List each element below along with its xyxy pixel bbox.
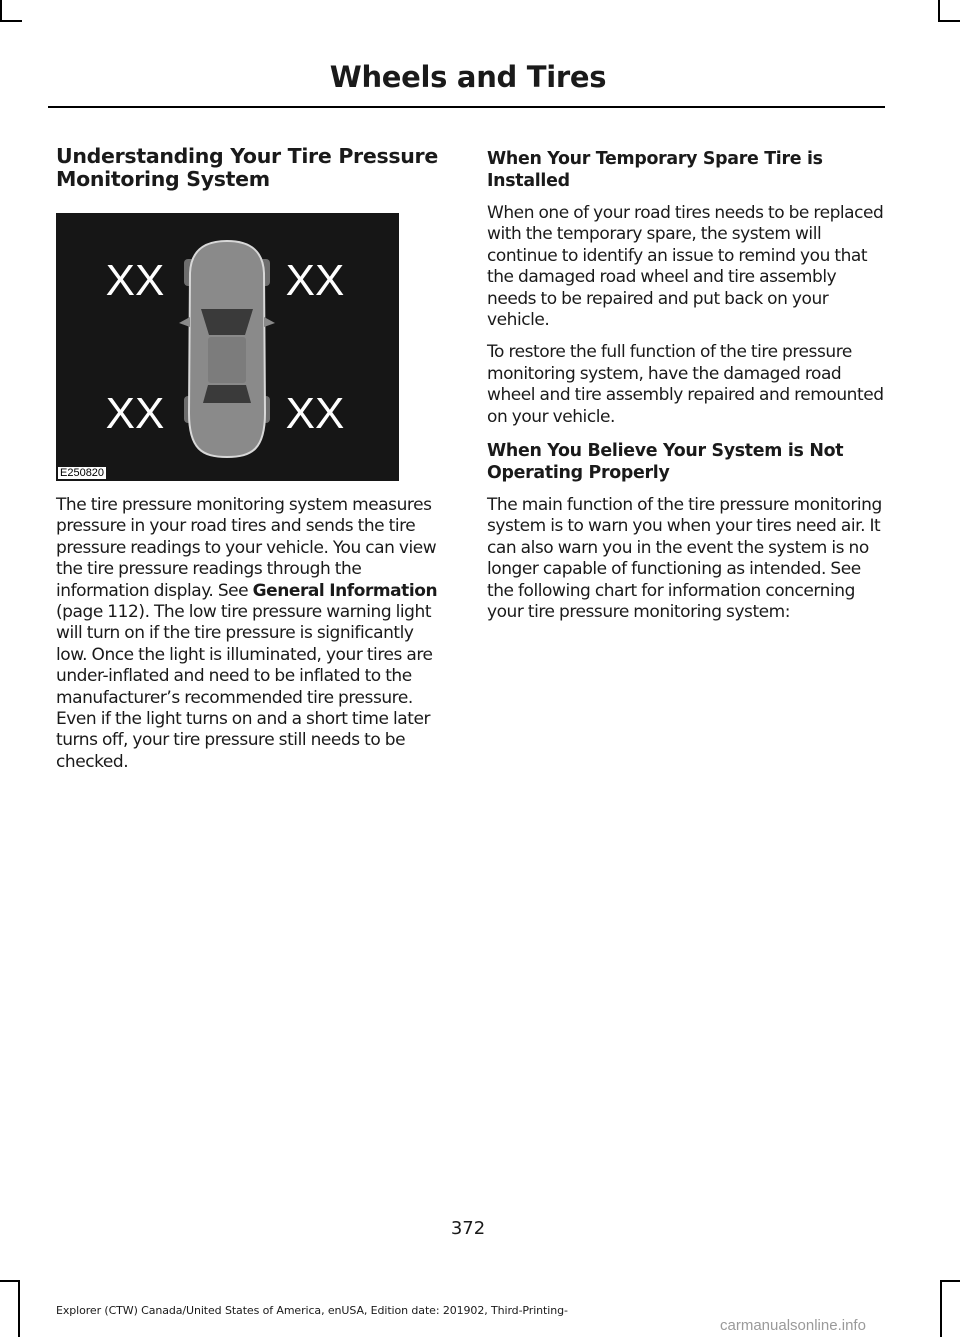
- page-title: Wheels and Tires: [329, 60, 607, 94]
- body-text: The tire pressure monitoring system measures pressure in your road tires and sends the tire pressure readings to your vehicle. You can view the tire pressure readings through the information display. See: [56, 495, 437, 601]
- section-heading: Understanding Your Tire Pressure Monitoring System: [56, 144, 438, 191]
- crop-mark: [0, 20, 22, 22]
- tire-pressure-rear-right: XX: [285, 389, 345, 438]
- crop-mark: [940, 1280, 942, 1337]
- vehicle-topdown-illustration: [56, 213, 399, 481]
- paragraph-restore-function: To restore the full function of the tire pressure monitoring system, have the damaged road wheel and tire assembly repaired and remounted on your vehicle.: [487, 342, 884, 427]
- tire-pressure-front-right: XX: [285, 256, 345, 305]
- figure-code: E250820: [60, 467, 105, 479]
- left-column: [56, 145, 448, 773]
- crop-mark: [938, 20, 960, 22]
- title-rule: [48, 106, 885, 108]
- body-text: (page 112). The low tire pressure warning light will turn on if the tire pressure is significantly low. Once the light is illuminated, your tires are under-inflated and need to be inflated to the manufacturer’s recommended tire pressure. Even if the light turns on and a short time later turns off, your tire pressure still needs to be checked.: [56, 602, 433, 772]
- cross-reference-link[interactable]: General Information: [252, 580, 438, 601]
- crop-mark: [0, 0, 2, 22]
- right-column: [487, 148, 885, 624]
- windshield: [201, 309, 253, 335]
- paragraph-main-function: The main function of the tire pressure monitoring system is to warn you when your tires need air. It can also warn you in the event the system is no longer capable of functioning as intended. See the following chart for information concerning your tire pressure monitoring system:: [487, 495, 882, 623]
- paragraph-spare-tire: When one of your road tires needs to be replaced with the temporary spare, the system will continue to identify an issue to remind you that the damaged road wheel and tire assembly needs to be repaired and put back on your vehicle.: [487, 203, 884, 331]
- mirror-left: [179, 317, 190, 327]
- crop-mark: [18, 1280, 20, 1337]
- site-watermark: carmanualsonline.info: [720, 1317, 866, 1334]
- edition-footer: Explorer (CTW) Canada/United States of America, enUSA, Edition date: 201902, Third-Printing-: [56, 1304, 568, 1317]
- mirror-right: [264, 317, 275, 327]
- rear-window: [203, 385, 251, 403]
- subheading-not-operating: When You Believe Your System is Not Operating Properly: [487, 441, 844, 484]
- subheading-spare-tire: When Your Temporary Spare Tire is Installed: [487, 149, 823, 191]
- tire-pressure-front-left: XX: [105, 256, 165, 305]
- crop-mark: [940, 1280, 960, 1282]
- crop-mark: [0, 1280, 20, 1282]
- roof: [208, 337, 246, 383]
- crop-mark: [938, 0, 940, 22]
- tire-pressure-rear-left: XX: [105, 389, 165, 438]
- page-number: 372: [450, 1218, 486, 1239]
- body-paragraph: [56, 495, 448, 773]
- tpms-figure: [56, 213, 399, 481]
